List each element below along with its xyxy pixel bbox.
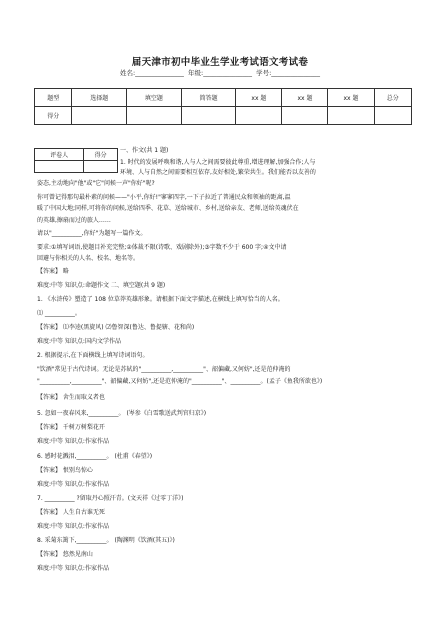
question-text: 1. 时代的发展呼唤和谐,人与人之间需要彼此尊重,增进理解,加强合作;人与: [120, 159, 316, 166]
question-text: ⑴ __________。: [37, 310, 81, 317]
answer-line: 【答案】 ⑴李逵(黑旋风) ⑵鲁智深(鲁达、鲁提辖、花和尚): [37, 324, 195, 331]
question-text: 回避与你相关的人名、校名、地名等。: [37, 255, 140, 262]
question-text: 8. 采菊东篱下,__________。 (陶渊明《饮酒(其五)》): [37, 537, 175, 544]
answer-line: 【答案】 略: [37, 268, 69, 275]
score-header-cell: 总分: [374, 89, 411, 107]
question-text: 请以"__________,你好"为题写一篇作文。: [37, 230, 147, 237]
score-header-cell: 选择题: [72, 89, 127, 107]
question-text: 7. __________ ?留取丹心照汗青。(文天祥《过零丁洋》): [37, 495, 184, 502]
score-table: [34, 88, 412, 125]
score-header-cell: 填空题: [127, 89, 182, 107]
score-header-row: [35, 89, 412, 107]
grader-cell: [84, 161, 118, 173]
score-header-cell: xx 题: [236, 89, 282, 107]
score-header-cell: xx 题: [282, 89, 328, 107]
difficulty-line: 难度:中等 知识点:作家作品: [37, 481, 109, 488]
difficulty-line: 难度:中等 知识点:命题作文 二、填空题(共 9 题): [37, 282, 166, 289]
question-text: 6. 感时花溅泪,__________。 (杜甫《春望》): [37, 453, 153, 460]
grader-table: [34, 148, 118, 173]
score-header-cell: 题型: [35, 89, 72, 107]
answer-line: 【答案】 舍生而取义者也: [37, 394, 105, 401]
score-cell: [236, 107, 282, 125]
difficulty-line: 难度:中等 知识点:作家作品: [37, 438, 109, 445]
score-cell: [72, 107, 127, 125]
question-text: 要求:①填写词语,使题目补充完整;②体裁不限(诗歌、戏剧除外);③字数不少于 600 字;④文中请: [37, 244, 287, 251]
section-heading: 一、作文(共 1 题): [120, 147, 169, 154]
score-header-cell: 简答题: [181, 89, 236, 107]
answer-line: 【答案】 千树万树梨花开: [37, 424, 105, 431]
difficulty-line: 难度:中等 知识点:作家作品: [37, 523, 109, 530]
score-row-label: 得分: [35, 107, 72, 125]
score-value-row: [35, 107, 412, 125]
grader-score-label: 得分: [84, 149, 118, 161]
score-cell: [374, 107, 411, 125]
question-text: 的英雄,擦扇而过的旅人……: [37, 217, 111, 224]
difficulty-line: 难度:中等 知识点:作家作品: [37, 565, 109, 572]
grader-label: 评卷人: [35, 149, 84, 161]
score-cell: [282, 107, 328, 125]
question-text: 1. 《水浒传》塑造了 108 位草莽英雄形象。请根据下面文字描述,在横线上填写恰当的人名。: [37, 296, 284, 303]
question-text: 姿态,主动地向"他"或"它"问候一声"你好"呢?: [37, 180, 155, 187]
difficulty-line: 难度:中等 知识点:国内文学作品: [37, 338, 121, 345]
question-text: 暖了中国大地;同样,可将你的问候,送给四季、花草、送给城市、乡村,送给亲友、老师,送给英魂伏在: [37, 205, 299, 212]
answer-line: 【答案】 悠然见南山: [37, 551, 93, 558]
question-text: "饮酒"常见于古代诗词。无论是苏轼的"__________,__________"、韶偏藏,又何妨",还是范仲淹的: [37, 366, 291, 373]
grader-cell: [35, 161, 84, 173]
score-cell: [181, 107, 236, 125]
question-text: 环境、人与自然之间需要相互依存,友好相处,繁荣共生。我们能否以友善的: [120, 169, 316, 176]
page-title: 届天津市初中毕业生学业考试语文考试卷: [131, 57, 309, 68]
score-cell: [127, 107, 182, 125]
question-text: "__________,__________"、韶偏藏,又何妨",还是范仲淹的"__________"、__________。(孟子《鱼我所欲也》): [37, 378, 323, 385]
question-text: 2. 根据提示,在下面横线上填写诗词语句。: [37, 352, 149, 359]
question-text: 5. 忽如一夜春风来,__________。 (岑参《白雪歌送武判官归京》): [37, 410, 207, 417]
student-info-line: 姓名:_______________ 年级:_______________ 学号:_______________: [119, 69, 321, 77]
question-text: 你可曾记得那句最朴素的问候——"小平,你好!"寥寥四字,一下子拉近了普通民众和领袖的距离,温: [37, 194, 291, 201]
answer-line: 【答案】 人生自古谁无死: [37, 509, 105, 516]
score-cell: [328, 107, 374, 125]
score-header-cell: xx 题: [328, 89, 374, 107]
answer-line: 【答案】 恨别鸟惊心: [37, 467, 93, 474]
